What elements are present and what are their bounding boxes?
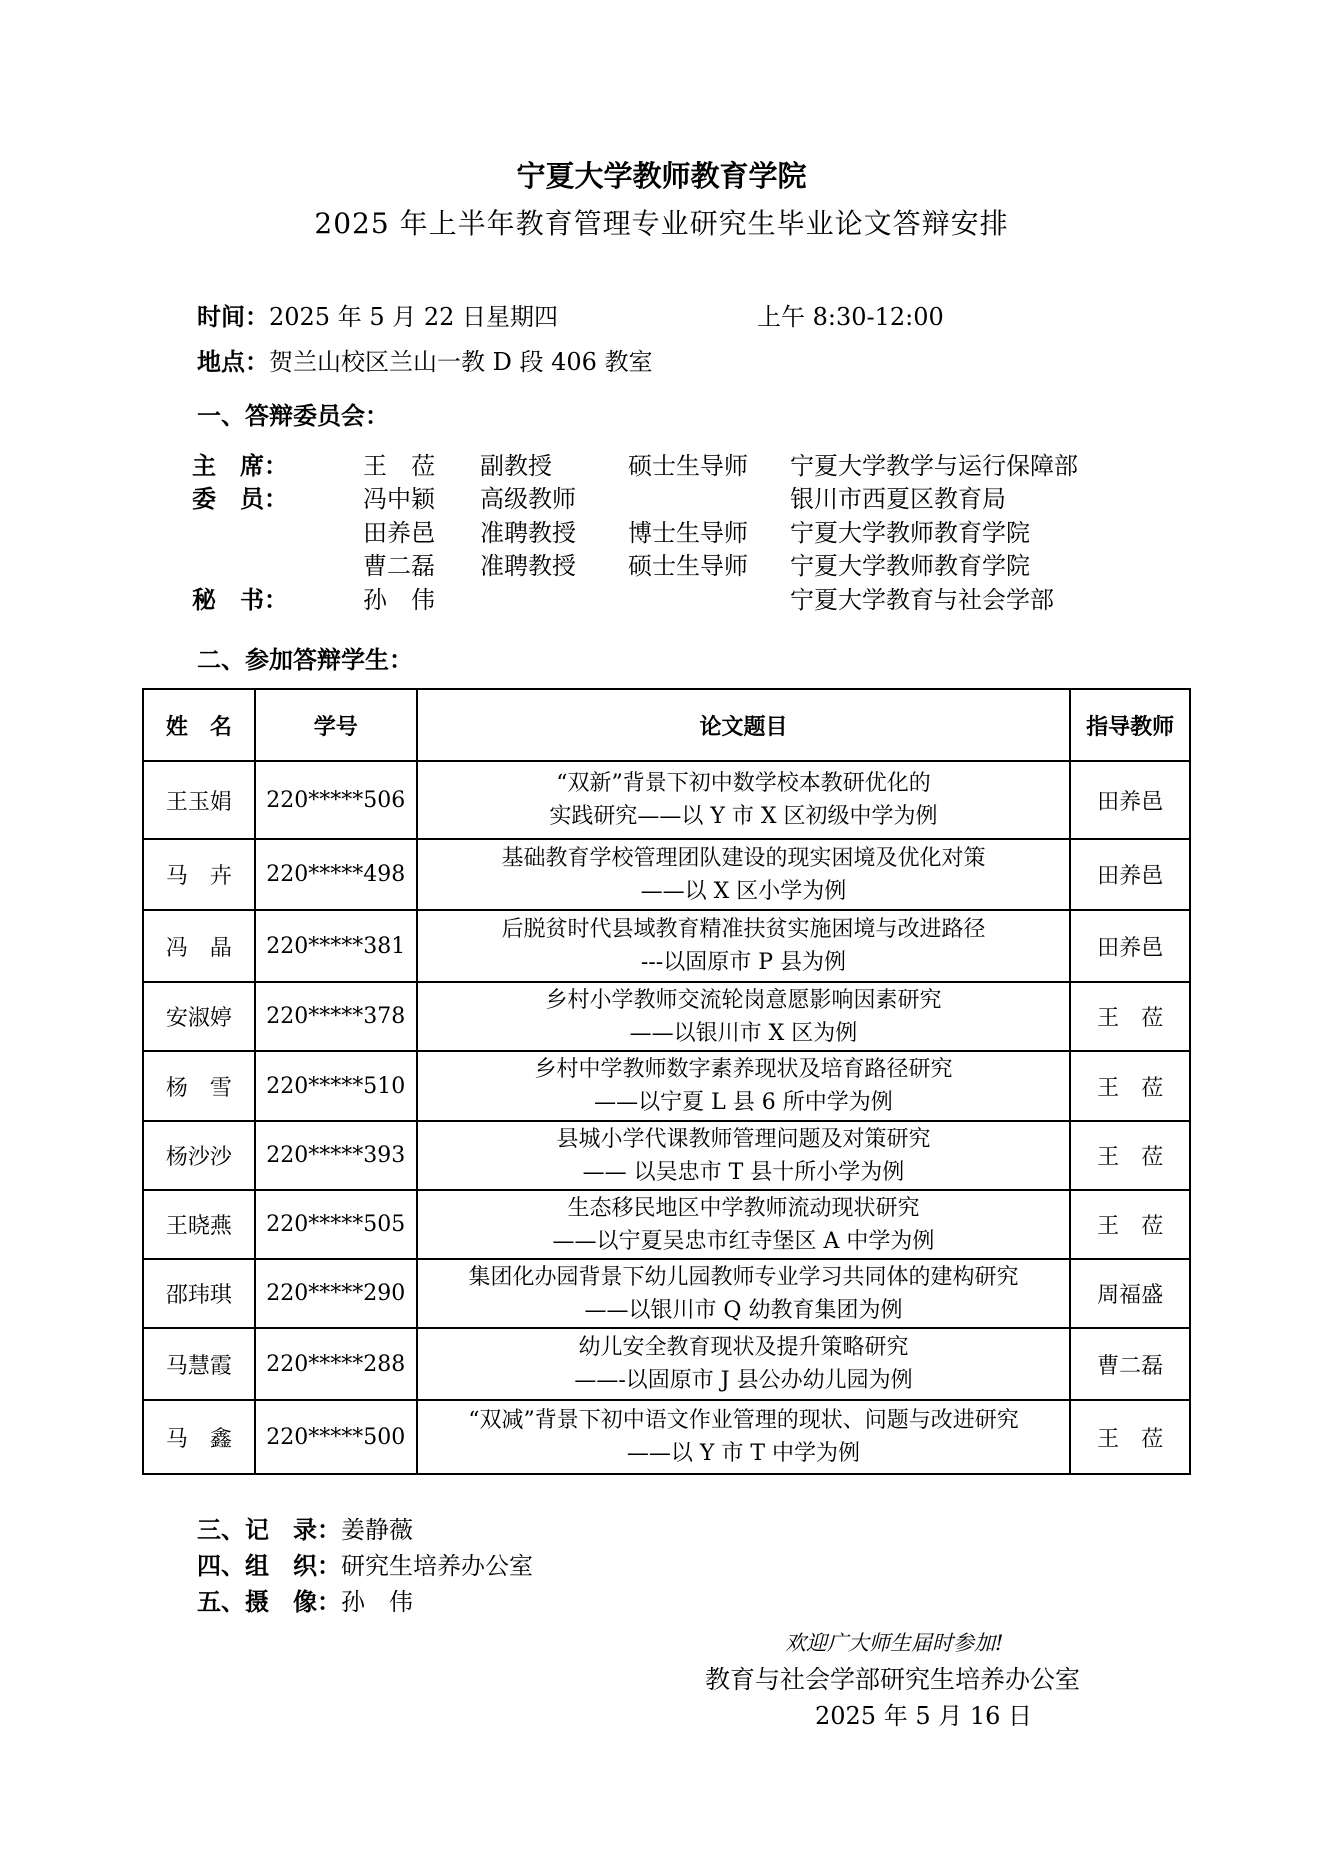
student-name: 马慧霞 [143,1328,255,1400]
organizer-line [197,1546,533,1581]
topic-line-2: ——以 Y 市 T 中学为例 [626,1441,861,1466]
topic-line-2: ---以固原市 P 县为例 [640,950,846,975]
student-name: 杨 雪 [143,1051,255,1121]
table-row [143,1051,1190,1121]
student-id: 220*****498 [255,839,417,910]
thesis-topic [417,1121,1070,1190]
student-id: 220*****500 [255,1400,417,1474]
committee-name: 冯中颖 [363,485,435,513]
table-row [143,761,1190,839]
committee-heading: 一、答辩委员会： [197,402,389,430]
thesis-topic [417,1259,1070,1328]
camera-line [197,1582,413,1617]
topic-line-2: ——以宁夏 L 县 6 所中学为例 [594,1090,893,1115]
place-label: 地点： [197,348,269,376]
student-name: 王玉娟 [143,761,255,839]
organizer-label: 四、组 织： [197,1552,341,1580]
table-row [143,1121,1190,1190]
topic-line-1: 后脱贫时代县域教育精准扶贫实施困境与改进路径 [501,917,986,942]
time-range: 上午 8:30-12:00 [757,303,944,331]
students-heading: 二、参加答辩学生： [197,646,413,674]
committee-supervisor: 硕士生导师 [628,552,748,580]
column-header-name: 姓 名 [143,689,255,761]
thesis-topic [417,1190,1070,1259]
thesis-topic [417,839,1070,910]
issue-date: 2025 年 5 月 16 日 [815,1702,1033,1730]
organizer-value: 研究生培养办公室 [341,1552,533,1580]
committee-name: 曹二磊 [363,552,435,580]
topic-line-2: —— 以吴忠市 T 县十所小学为例 [582,1159,905,1185]
thesis-topic [417,1051,1070,1121]
advisor-name: 田养邑 [1070,839,1190,910]
topic-line-1: 生态移民地区中学教师流动现状研究 [567,1195,920,1221]
committee-title: 准聘教授 [480,519,576,547]
column-header-topic: 论文题目 [417,689,1070,761]
advisor-name: 田养邑 [1070,910,1190,982]
committee-org: 宁夏大学教师教育学院 [790,519,1030,547]
thesis-topic [417,1328,1070,1400]
committee-org: 银川市西夏区教育局 [790,485,1006,513]
student-name: 马 鑫 [143,1400,255,1474]
committee-title: 准聘教授 [480,552,576,580]
advisor-name: 周福盛 [1070,1259,1190,1328]
committee-supervisor: 博士生导师 [628,519,748,547]
table-row [143,1259,1190,1328]
student-id: 220*****288 [255,1328,417,1400]
time-line [197,297,558,332]
student-name: 冯 晶 [143,910,255,982]
committee-org: 宁夏大学教学与运行保障部 [790,452,1078,480]
committee-role: 委 员： [192,485,288,513]
topic-line-1: 乡村小学教师交流轮岗意愿影响因素研究 [545,987,942,1013]
committee-title: 高级教师 [480,485,576,513]
advisor-name: 王 莅 [1070,1190,1190,1259]
committee-title: 副教授 [480,452,552,480]
column-header-id: 学号 [255,689,417,761]
committee-org: 宁夏大学教师教育学院 [790,552,1030,580]
thesis-topic [417,1400,1070,1474]
advisor-name: 王 莅 [1070,1051,1190,1121]
topic-line-1: 县城小学代课教师管理问题及对策研究 [556,1126,931,1152]
topic-line-1: “双新”背景下初中数学校本教研优化的 [556,771,931,796]
table-row [143,982,1190,1051]
advisor-name: 曹二磊 [1070,1328,1190,1400]
student-id: 220*****290 [255,1259,417,1328]
committee-name: 孙 伟 [363,586,435,614]
recorder-line [197,1510,413,1545]
time-label: 时间： [197,303,269,331]
committee-name: 田养邑 [363,519,435,547]
student-id: 220*****393 [255,1121,417,1190]
issuing-office: 教育与社会学部研究生培养办公室 [705,1665,1081,1694]
time-value: 2025 年 5 月 22 日星期四 [269,303,559,331]
advisor-name: 王 莅 [1070,982,1190,1051]
camera-label: 五、摄 像： [197,1588,341,1616]
advisor-name: 王 莅 [1070,1121,1190,1190]
student-name: 杨沙沙 [143,1121,255,1190]
committee-role: 主 席： [192,452,288,480]
page-title: 宁夏大学教师教育学院 [516,159,807,193]
student-name: 邵玮琪 [143,1259,255,1328]
thesis-topic [417,910,1070,982]
place-value: 贺兰山校区兰山一教 D 段 406 教室 [269,348,653,376]
page-subtitle: 2025 年上半年教育管理专业研究生毕业论文答辩安排 [314,207,1009,240]
committee-role: 秘 书： [192,586,288,614]
table-row [143,1190,1190,1259]
advisor-name: 王 莅 [1070,1400,1190,1474]
topic-line-1: 幼儿安全教育现状及提升策略研究 [578,1335,909,1360]
topic-line-1: 乡村中学教师数字素养现状及培育路径研究 [534,1057,953,1082]
student-name: 马 卉 [143,839,255,910]
topic-line-1: “双减”背景下初中语文作业管理的现状、问题与改进研究 [468,1408,1019,1433]
recorder-value: 姜静薇 [341,1516,413,1544]
student-name: 安淑婷 [143,982,255,1051]
committee-name: 王 莅 [363,452,435,480]
topic-line-2: ——以 X 区小学为例 [640,878,847,904]
welcome-note: 欢迎广大师生届时参加! [785,1631,1004,1655]
table-row [143,839,1190,910]
student-id: 220*****506 [255,761,417,839]
thesis-topic [417,982,1070,1051]
topic-line-1: 基础教育学校管理团队建设的现实困境及优化对策 [501,845,986,871]
topic-line-2: ——以银川市 Q 幼教育集团为例 [584,1297,903,1323]
committee-org: 宁夏大学教育与社会学部 [790,586,1054,614]
topic-line-2: ——以宁夏吴忠市红寺堡区 A 中学为例 [552,1228,935,1254]
committee-supervisor: 硕士生导师 [628,452,748,480]
student-name: 王晓燕 [143,1190,255,1259]
student-id: 220*****505 [255,1190,417,1259]
student-id: 220*****378 [255,982,417,1051]
recorder-label: 三、记 录： [197,1516,341,1544]
table-row [143,1400,1190,1474]
topic-line-2: 实践研究——以 Y 市 X 区初级中学为例 [549,804,938,829]
students-table [142,688,1191,1475]
topic-line-1: 集团化办园背景下幼儿园教师专业学习共同体的建构研究 [468,1264,1019,1290]
student-id: 220*****510 [255,1051,417,1121]
camera-value: 孙 伟 [341,1588,413,1616]
thesis-topic [417,761,1070,839]
table-row [143,910,1190,982]
advisor-name: 田养邑 [1070,761,1190,839]
topic-line-2: ——-以固原市 J 县公办幼儿园为例 [574,1368,913,1393]
topic-line-2: ——以银川市 X 区为例 [629,1020,858,1046]
column-header-advisor: 指导教师 [1070,689,1190,761]
place-line [197,342,653,377]
table-header-row [143,689,1190,761]
student-id: 220*****381 [255,910,417,982]
table-row [143,1328,1190,1400]
